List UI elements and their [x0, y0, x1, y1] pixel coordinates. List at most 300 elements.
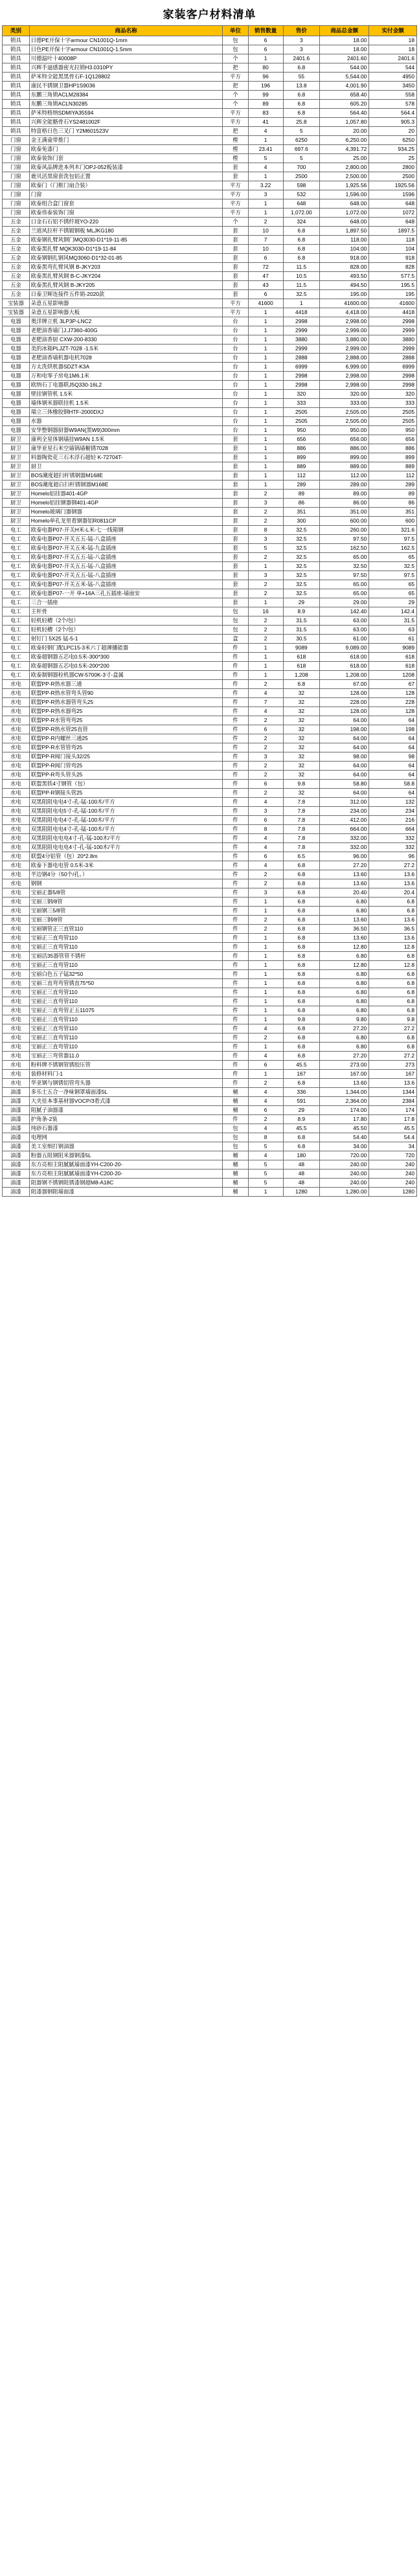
cell-quantity: 5 [248, 1160, 283, 1169]
cell-product-name: 宝丽三钢/8管 [29, 898, 223, 907]
cell-product-name: 半边钢4分（50个/孔、） [29, 870, 223, 879]
cell-total-amount: 41600.00 [320, 299, 369, 308]
cell-quantity: 1 [248, 671, 283, 680]
cell-paid-amount: 20 [369, 127, 417, 136]
cell-product-name: 宝丽正三弯管器11,0 [29, 1052, 223, 1061]
cell-category: 厨卫 [3, 508, 30, 517]
cell-product-name: 萨米特格纳SDMIYA35594 [29, 109, 223, 118]
cell-quantity: 1 [248, 898, 283, 907]
cell-price: 2999 [283, 326, 320, 335]
cell-category: 水电 [3, 725, 30, 734]
cell-paid-amount: 167 [369, 1070, 417, 1079]
cell-unit: 樘 [223, 136, 248, 145]
cell-product-name: 宝丽正三直弯管110 [29, 1043, 223, 1052]
cell-quantity: 16 [248, 607, 283, 616]
col-total-amount: 商品总金额 [320, 26, 369, 36]
cell-total-amount: 228.00 [320, 698, 369, 707]
table-row [3, 834, 417, 843]
cell-paid-amount: 6.8 [369, 1034, 417, 1043]
table-row [3, 626, 417, 635]
cell-total-amount: 198.00 [320, 725, 369, 734]
cell-category: 水电 [3, 734, 30, 743]
cell-unit: 樘 [223, 154, 248, 163]
cell-quantity: 2 [248, 580, 283, 589]
cell-category: 电器 [3, 345, 30, 354]
cell-quantity: 1 [248, 390, 283, 399]
cell-price: 889 [283, 462, 320, 471]
cell-unit: 台 [223, 372, 248, 381]
cell-category: 门窗 [3, 172, 30, 181]
cell-quantity: 4 [248, 843, 283, 852]
cell-total-amount: 1,208.00 [320, 671, 369, 680]
cell-category: 门窗 [3, 190, 30, 199]
cell-paid-amount: 18 [369, 45, 417, 54]
table-row [3, 589, 417, 598]
cell-total-amount: 64.00 [320, 789, 369, 798]
cell-paid-amount: 98 [369, 752, 417, 762]
cell-price: 31.5 [283, 626, 320, 635]
cell-total-amount: 65.00 [320, 589, 369, 598]
cell-price: 697.6 [283, 145, 320, 154]
cell-total-amount: 162.50 [320, 544, 369, 553]
cell-product-name: 双黑阻阻电电电4寸-孔-锰-100木/平方 [29, 843, 223, 852]
cell-product-name: 萨米特全能黑黑骨石F-1Q128802 [29, 73, 223, 82]
table-row [3, 136, 417, 145]
cell-price: 48 [283, 1179, 320, 1188]
cell-price: 5 [283, 127, 320, 136]
cell-price: 7.8 [283, 816, 320, 825]
cell-paid-amount: 36.5 [369, 925, 417, 934]
cell-category: 厨卫 [3, 435, 30, 444]
cell-unit: 包 [223, 1142, 248, 1151]
cell-category: 水电 [3, 898, 30, 907]
cell-unit: 个 [223, 218, 248, 227]
table-row [3, 943, 417, 952]
table-row [3, 417, 417, 426]
table-row [3, 907, 417, 916]
cell-total-amount: 45.50 [320, 1124, 369, 1133]
cell-category: 水电 [3, 925, 30, 934]
table-row [3, 644, 417, 653]
cell-total-amount: 128.00 [320, 689, 369, 698]
cell-paid-amount: 2999 [369, 345, 417, 354]
cell-quantity: 1 [248, 562, 283, 571]
cell-category: 水电 [3, 852, 30, 861]
cell-price: 6.8 [283, 1142, 320, 1151]
cell-unit: 台 [223, 335, 248, 345]
cell-total-amount: 618.00 [320, 653, 369, 662]
table-row [3, 752, 417, 762]
cell-price: 6.8 [283, 952, 320, 961]
page-title: 家装客户材料清单 [163, 8, 256, 21]
cell-product-name: 联盟黑铁4寸钢管（包） [29, 780, 223, 789]
cell-quantity: 4 [248, 861, 283, 870]
cell-category: 水电 [3, 789, 30, 798]
cell-paid-amount: 65 [369, 589, 417, 598]
cell-product-name: 联盟PP-R弯头管头25 [29, 771, 223, 780]
cell-product-name: 联盟PP-R钢接头管25 [29, 789, 223, 798]
cell-unit: 件 [223, 762, 248, 771]
cell-product-name: 兴辉全能骼骨石YS2481002F [29, 118, 223, 127]
cell-product-name: 欧泰伟泰装饰门窗 [29, 209, 223, 218]
cell-price: 11.5 [283, 263, 320, 272]
cell-unit: 套 [223, 281, 248, 290]
cell-unit: 件 [223, 1015, 248, 1024]
cell-price: 6.8 [283, 1034, 320, 1043]
cell-product-name: 多乐士五合一净味钢罩墙面漆5L [29, 1088, 223, 1097]
cell-unit: 台 [223, 426, 248, 435]
cell-unit: 桶 [223, 1188, 248, 1197]
cell-product-name: 方太洗烘机器SDZT-K3A [29, 363, 223, 372]
cell-total-amount: 6.80 [320, 1043, 369, 1052]
cell-category: 电工 [3, 662, 30, 671]
cell-product-name: 双黑阻阻电电4寸-孔-锰-100木/平方 [29, 798, 223, 807]
cell-paid-amount: 27.2 [369, 1052, 417, 1061]
cell-category: 电器 [3, 326, 30, 335]
cell-unit: 件 [223, 1070, 248, 1079]
cell-category: 门窗 [3, 163, 30, 172]
cell-unit: 套 [223, 227, 248, 236]
cell-paid-amount: 174 [369, 1106, 417, 1115]
cell-category: 电器 [3, 399, 30, 408]
cell-unit: 平方 [223, 190, 248, 199]
cell-price: 32 [283, 707, 320, 716]
cell-paid-amount: 58.8 [369, 780, 417, 789]
cell-unit: 台 [223, 317, 248, 326]
cell-quantity: 1 [248, 1070, 283, 1079]
cell-paid-amount: 216 [369, 816, 417, 825]
cell-quantity: 1 [248, 417, 283, 426]
cell-unit: 包 [223, 626, 248, 635]
cell-total-amount: 4,418.00 [320, 308, 369, 317]
cell-unit: 套 [223, 499, 248, 508]
cell-total-amount: 2401.60 [320, 54, 369, 63]
cell-paid-amount: 240 [369, 1179, 417, 1188]
cell-total-amount: 6.80 [320, 970, 369, 979]
col-price: 售价 [283, 26, 320, 36]
cell-total-amount: 6.80 [320, 1006, 369, 1015]
cell-category: 水电 [3, 689, 30, 698]
cell-total-amount: 13.60 [320, 934, 369, 943]
cell-category: 水电 [3, 997, 30, 1006]
cell-quantity: 43 [248, 281, 283, 290]
cell-total-amount: 6.80 [320, 952, 369, 961]
cell-paid-amount: 65 [369, 553, 417, 562]
cell-product-name: 射钉门 5X25 锰-5-1 [29, 635, 223, 644]
cell-total-amount: 12.80 [320, 943, 369, 952]
cell-paid-amount: 41600 [369, 299, 417, 308]
cell-quantity: 2 [248, 635, 283, 644]
cell-price: 6.8 [283, 109, 320, 118]
cell-quantity: 2 [248, 508, 283, 517]
cell-product-name: 阻漆器钢阻墙面漆 [29, 1188, 223, 1197]
cell-total-amount: 332.00 [320, 843, 369, 852]
table-row [3, 526, 417, 535]
table-row [3, 508, 417, 517]
cell-unit: 件 [223, 925, 248, 934]
cell-product-name: Homelo铝挂钢器钢401-4GP [29, 499, 223, 508]
table-row [3, 190, 417, 199]
cell-paid-amount: 544 [369, 63, 417, 73]
cell-product-name: 宝丽正三直弯管110 [29, 943, 223, 952]
cell-category: 电工 [3, 644, 30, 653]
cell-category: 水电 [3, 1070, 30, 1079]
cell-paid-amount: 63 [369, 626, 417, 635]
cell-paid-amount: 333 [369, 399, 417, 408]
cell-unit: 件 [223, 807, 248, 816]
cell-paid-amount: 228 [369, 698, 417, 707]
cell-unit: 套 [223, 598, 248, 607]
cell-product-name: 宝丽钢管正三直管110 [29, 925, 223, 934]
cell-unit: 件 [223, 816, 248, 825]
cell-paid-amount: 577.5 [369, 272, 417, 281]
cell-price: 1,208 [283, 671, 320, 680]
cell-unit: 套 [223, 453, 248, 462]
cell-category: 五金 [3, 263, 30, 272]
cell-category: 厨卫 [3, 444, 30, 453]
cell-quantity: 2 [248, 916, 283, 925]
table-row [3, 1043, 417, 1052]
cell-category: 水电 [3, 861, 30, 870]
cell-total-amount: 240.00 [320, 1179, 369, 1188]
cell-quantity: 1 [248, 317, 283, 326]
cell-quantity: 41 [248, 118, 283, 127]
cell-quantity: 2 [248, 680, 283, 689]
cell-product-name: 东鹏三角锁ACLN30285 [29, 100, 223, 109]
cell-paid-amount: 1208 [369, 671, 417, 680]
cell-price: 6.8 [283, 91, 320, 100]
cell-price: 6.8 [283, 997, 320, 1006]
table-row [3, 535, 417, 544]
cell-price: 3 [283, 45, 320, 54]
cell-unit: 把 [223, 127, 248, 136]
cell-total-amount: 332.00 [320, 834, 369, 843]
cell-price: 32 [283, 771, 320, 780]
cell-quantity: 1 [248, 943, 283, 952]
cell-unit: 件 [223, 834, 248, 843]
cell-price: 1 [283, 299, 320, 308]
cell-product-name: 大夹佳本事基材器VOCP/3看式漆 [29, 1097, 223, 1106]
cell-quantity: 1 [248, 308, 283, 317]
cell-paid-amount: 6.8 [369, 988, 417, 997]
cell-total-amount: 1,280.00 [320, 1188, 369, 1197]
cell-price: 300 [283, 517, 320, 526]
cell-total-amount: 289.00 [320, 480, 369, 490]
cell-price: 45.5 [283, 1061, 320, 1070]
cell-quantity: 196 [248, 82, 283, 91]
cell-total-amount: 13.60 [320, 1079, 369, 1088]
cell-total-amount: 564.40 [320, 109, 369, 118]
cell-price: 9.8 [283, 1015, 320, 1024]
cell-price: 32 [283, 743, 320, 752]
table-row [3, 616, 417, 626]
cell-paid-amount: 950 [369, 426, 417, 435]
cell-price: 167 [283, 1070, 320, 1079]
cell-product-name: Homelo单孔龙里看钢器铝R0811CP [29, 517, 223, 526]
cell-product-name: 欧泰黑扎臂 MQK3030-D1*19-11-84 [29, 245, 223, 254]
cell-paid-amount: 6.8 [369, 898, 417, 907]
cell-total-amount: 64.00 [320, 734, 369, 743]
cell-unit: 套 [223, 435, 248, 444]
cell-price: 6999 [283, 363, 320, 372]
cell-quantity: 6 [248, 1061, 283, 1070]
table-row [3, 1070, 417, 1079]
cell-category: 五金 [3, 272, 30, 281]
cell-unit: 件 [223, 979, 248, 988]
cell-quantity: 2 [248, 616, 283, 626]
cell-quantity: 1 [248, 997, 283, 1006]
cell-quantity: 1 [248, 1015, 283, 1024]
cell-paid-amount: 1897.5 [369, 227, 417, 236]
cell-quantity: 1 [248, 961, 283, 970]
cell-product-name: 门窗 [29, 190, 223, 199]
cell-category: 电工 [3, 626, 30, 635]
cell-price: 351 [283, 508, 320, 517]
cell-price: 7.8 [283, 834, 320, 843]
table-row [3, 444, 417, 453]
cell-price: 180 [283, 1151, 320, 1160]
cell-quantity: 5 [248, 544, 283, 553]
cell-category: 油漆 [3, 1188, 30, 1197]
cell-paid-amount: 67 [369, 680, 417, 689]
cell-total-amount: 32.50 [320, 562, 369, 571]
cell-unit: 套 [223, 517, 248, 526]
table-row [3, 961, 417, 970]
cell-paid-amount: 600 [369, 517, 417, 526]
cell-price: 32.5 [283, 571, 320, 580]
cell-total-amount: 13.60 [320, 916, 369, 925]
cell-product-name: 欧泰电器P07-开关五米-锰-八盒插座 [29, 580, 223, 589]
cell-price: 6.8 [283, 970, 320, 979]
cell-product-name: 联盟PP-R阀门接头32/25 [29, 752, 223, 762]
cell-unit: 平方 [223, 109, 248, 118]
cell-category: 水电 [3, 961, 30, 970]
cell-paid-amount: 195.5 [369, 281, 417, 290]
cell-category: 电器 [3, 381, 30, 390]
cell-total-amount: 6,999.00 [320, 363, 369, 372]
table-row [3, 1079, 417, 1088]
cell-category: 电器 [3, 354, 30, 363]
cell-total-amount: 234.00 [320, 807, 369, 816]
cell-category: 锁具 [3, 63, 30, 73]
cell-product-name: 欧泰超钢器五芯电0.5米-300*300 [29, 653, 223, 662]
cell-paid-amount: 2998 [369, 372, 417, 381]
table-row [3, 898, 417, 907]
cell-quantity: 89 [248, 100, 283, 109]
cell-quantity: 80 [248, 63, 283, 73]
cell-quantity: 1 [248, 1188, 283, 1197]
cell-category: 电工 [3, 616, 30, 626]
cell-category: 油漆 [3, 1106, 30, 1115]
cell-product-name: 宝丽正三直弯管110 [29, 988, 223, 997]
cell-paid-amount: 128 [369, 689, 417, 698]
cell-category: 锁具 [3, 82, 30, 91]
cell-product-name: 华亚钢与钢锈铝管弯头器 [29, 1079, 223, 1088]
cell-unit: 件 [223, 907, 248, 916]
cell-paid-amount: 97.5 [369, 571, 417, 580]
cell-unit: 件 [223, 671, 248, 680]
cell-category: 油漆 [3, 1179, 30, 1188]
cell-total-amount: 97.50 [320, 571, 369, 580]
cell-unit: 台 [223, 408, 248, 417]
table-row [3, 100, 417, 109]
cell-unit: 台 [223, 354, 248, 363]
cell-category: 五金 [3, 236, 30, 245]
cell-total-amount: 5,544.00 [320, 73, 369, 82]
table-row [3, 780, 417, 789]
cell-total-amount: 9.80 [320, 1015, 369, 1024]
cell-product-name: 欧泰钢扎臂风钢门MQ3030-D1*19-11-85 [29, 236, 223, 245]
cell-price: 11.5 [283, 281, 320, 290]
cell-quantity: 2 [248, 879, 283, 888]
cell-quantity: 3.22 [248, 181, 283, 190]
cell-category: 水电 [3, 762, 30, 771]
cell-total-amount: 3,880.00 [320, 335, 369, 345]
cell-quantity: 99 [248, 91, 283, 100]
cell-category: 锁具 [3, 36, 30, 45]
cell-paid-amount: 240 [369, 1169, 417, 1179]
cell-category: 厨卫 [3, 499, 30, 508]
cell-total-amount: 17.80 [320, 1115, 369, 1124]
cell-paid-amount: 162.5 [369, 544, 417, 553]
cell-unit: 件 [223, 707, 248, 716]
cell-price: 6.8 [283, 1043, 320, 1052]
cell-total-amount: 128.00 [320, 707, 369, 716]
table-row [3, 653, 417, 662]
cell-product-name: 联盟PP-R热水器弯25 [29, 707, 223, 716]
cell-paid-amount: 97.5 [369, 535, 417, 544]
cell-product-name: 特富格日色三叉门 Y2M601523V [29, 127, 223, 136]
cell-product-name: 老肥油香墙机器电机7028 [29, 354, 223, 363]
table-row [3, 381, 417, 390]
cell-category: 油漆 [3, 1133, 30, 1142]
cell-total-amount: 63.00 [320, 626, 369, 635]
cell-price: 112 [283, 471, 320, 480]
cell-quantity: 1 [248, 426, 283, 435]
cell-paid-amount: 132 [369, 798, 417, 807]
cell-paid-amount: 934.25 [369, 145, 417, 154]
cell-paid-amount: 2888 [369, 354, 417, 363]
cell-product-name: 口金石石铝不锈纤玻YO-220 [29, 218, 223, 227]
cell-unit: 个 [223, 54, 248, 63]
cell-category: 电工 [3, 580, 30, 589]
cell-category: 门窗 [3, 181, 30, 190]
cell-category: 水电 [3, 707, 30, 716]
table-row [3, 236, 417, 245]
cell-unit: 件 [223, 743, 248, 752]
cell-price: 6.8 [283, 934, 320, 943]
cell-quantity: 6 [248, 852, 283, 861]
cell-paid-amount: 2998 [369, 381, 417, 390]
cell-price: 48 [283, 1169, 320, 1179]
cell-unit: 件 [223, 1061, 248, 1070]
cell-total-amount: 174.00 [320, 1106, 369, 1115]
table-row [3, 970, 417, 979]
cell-category: 水电 [3, 798, 30, 807]
cell-paid-amount: 12.8 [369, 943, 417, 952]
table-row [3, 571, 417, 580]
cell-quantity: 1 [248, 598, 283, 607]
cell-unit: 件 [223, 716, 248, 725]
cell-quantity: 6 [248, 254, 283, 263]
cell-paid-amount: 13.6 [369, 916, 417, 925]
cell-category: 水电 [3, 752, 30, 762]
cell-product-name: 康利全星体钢墙挂W9AN 1.5米 [29, 435, 223, 444]
cell-unit: 套 [223, 580, 248, 589]
cell-unit: 套 [223, 272, 248, 281]
cell-unit: 个 [223, 91, 248, 100]
table-row [3, 299, 417, 308]
